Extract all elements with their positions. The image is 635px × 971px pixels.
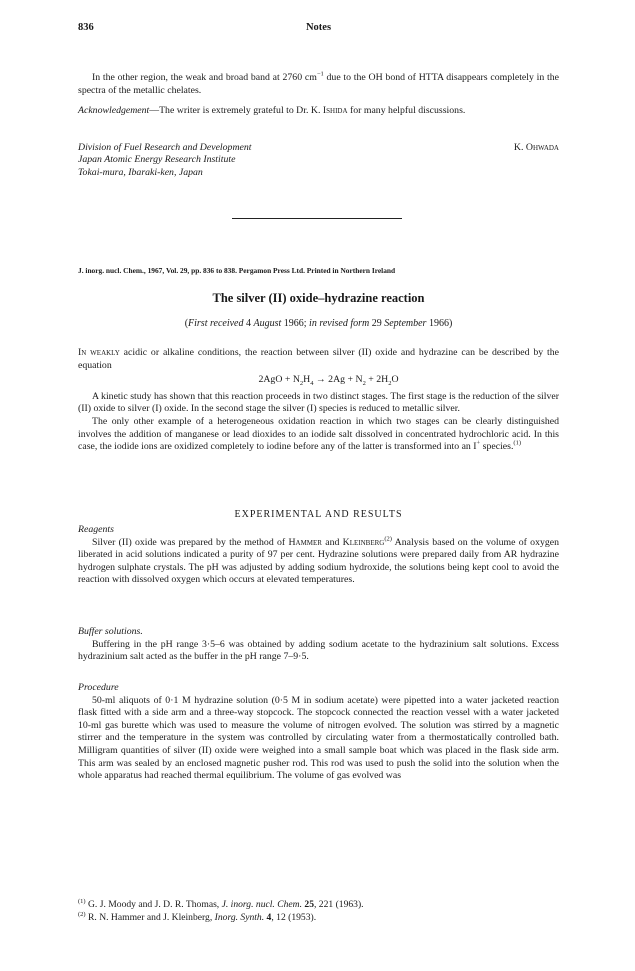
journal-citation: J. inorg. nucl. Chem., 1967, Vol. 29, pp. 836 to 838. Pergamon Press Ltd. Printed in Northern Ireland — [78, 266, 396, 275]
article-title: The silver (II) oxide–hydrazine reaction — [212, 291, 425, 305]
reagents-section — [78, 524, 559, 587]
reagents-paragraph: Silver (II) oxide was prepared by the method of Hammer and Kleinberg$^{(2)}$ Analysis based on the volume of oxygen liberated in acid solutions indicated a purity of 97 per cent. Hydrazine solutions were prepared daily from AR hydrazine hydrogen sulphate crystals. The pH was adjusted by adding sodium hydroxide, the solutions being kept cool to avoid the reaction with dissolved oxygen which occurs at elevated temperatures. — [78, 535, 560, 586]
buffer-heading: Buffer solutions. — [78, 626, 143, 637]
footnotes — [78, 899, 559, 924]
reagents-heading: Reagents — [78, 524, 114, 535]
affiliation-line: Tokai-mura, Ibaraki-ken, Japan — [78, 166, 203, 178]
separator-rule — [232, 218, 402, 219]
other-example-paragraph: The only other example of a heterogeneous oxidation reaction in which two stages can be clearly distinguished involves the addition of manganese or lead dioxides to an iodide salt dissolved in concentrated hydrochloric acid. In this case, the iodide ions are oxidized completely to iodine before any of the latter is transformed into an I+ species.$^{(1)}$ — [78, 415, 559, 453]
buffer-section — [78, 626, 559, 664]
affiliation-line: Japan Atomic Energy Research Institute — [78, 154, 236, 166]
received-dates: (First received 4 August 1966; in revised form 29 September 1966) — [184, 318, 453, 329]
buffer-paragraph: Buffering in the pH range 3·5–6 was obtained by adding sodium acetate to the hydrazinium salt solutions. Excess hydrazinium salt acted as the buffer in the pH range 7–9·5. — [78, 638, 559, 663]
procedure-section — [78, 682, 559, 783]
reaction-equation: $2AgO + N_2H_4 \to 2Ag + N_2 + 2H_2O$ — [258, 374, 399, 388]
acknowledgement: Acknowledgement—The writer is extremely grateful to Dr. K. Ishida for many helpful discussions. — [78, 105, 466, 117]
page-number: 836 — [78, 22, 94, 33]
footnote: $^{(2)}$ R. N. Hammer and J. Kleinberg, Inorg. Synth. 4, 12 (1953). — [78, 910, 317, 923]
procedure-paragraph: 50-ml aliquots of 0·1 M hydrazine solution (0·5 M in sodium acetate) were pipetted into a water jacketed reaction flask fitted with a side arm and a three-way stopcock. The stopcock connected the reaction vessel with a water jacketed 10-ml gas burette which was used to measure the volume of nitrogen evolved. The solution was stirred by a magnetic stirrer and the temperature in the system was controlled by circulating water from a thermostatically controlled bath. Milligram quantities of silver (II) oxide were weighed into a small sample boat which was placed in the flask side arm. This arm was sealed by an enclosed magnetic pusher rod. This rod was used to push the solid into the solution when the whole apparatus had reached thermal equilibrium. The volume of gas evolved was — [78, 694, 559, 782]
running-head: Notes — [305, 22, 332, 33]
affiliation-line: Division of Fuel Research and Development — [78, 142, 252, 153]
intro-paragraph: In weakly acidic or alkaline conditions, the reaction between silver (II) oxide and hydrazine can be described by the equation — [78, 347, 559, 371]
previous-note-text — [78, 72, 559, 118]
ir-paragraph: In the other region, the weak and broad band at 2760 $cm^{-1}$ due to the OH bond of HTTA disappears completely in the spectra of the metallic chelates. — [78, 70, 559, 96]
article-intro — [78, 347, 559, 454]
page-header — [78, 22, 559, 36]
kinetic-paragraph: A kinetic study has shown that this reaction proceeds in two distinct stages. The first stage is the reduction of the silver (II) oxide to silver (I) oxide. In the second stage the silver (I) species is reduced to metallic silver. — [78, 390, 559, 415]
author-name: K. Ohwada — [513, 142, 559, 153]
footnote: $^{(1)}$ G. J. Moody and J. D. R. Thomas, J. inorg. nucl. Chem. 25, 221 (1963). — [78, 897, 364, 910]
procedure-heading: Procedure — [78, 682, 119, 693]
section-heading: EXPERIMENTAL AND RESULTS — [234, 509, 403, 520]
affiliation-block — [78, 142, 559, 179]
